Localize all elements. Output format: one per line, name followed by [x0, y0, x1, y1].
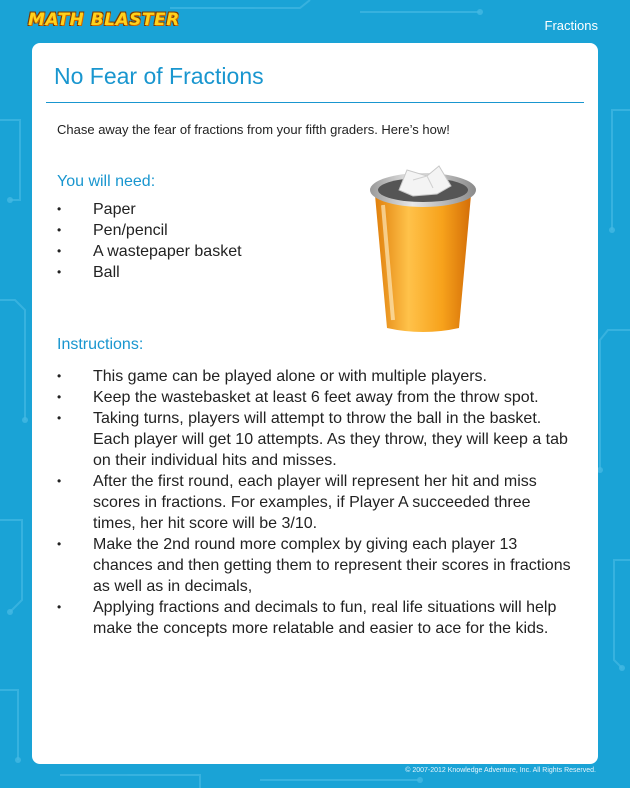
materials-heading: You will need:: [57, 173, 156, 190]
bullet-icon: •: [57, 265, 62, 279]
list-item: • Applying fractions and decimals to fun, real life situations will help make the concepts more relatable and easier to ace for the kids.: [57, 599, 557, 637]
bullet-icon: •: [57, 244, 62, 258]
worksheet-card: [32, 43, 598, 764]
page-title: No Fear of Fractions: [54, 63, 264, 89]
title-divider: [46, 102, 584, 103]
list-item: • Ball: [57, 264, 120, 281]
list-item: • Paper: [57, 201, 136, 218]
bullet-icon: •: [57, 223, 62, 237]
bullet-icon: •: [57, 390, 62, 404]
list-item: • Make the 2nd round more complex by giving each player 13 chances and then getting them to represent their scores in fractions as well as in decimals,: [57, 536, 571, 595]
wastebasket-icon: [367, 160, 479, 335]
bullet-icon: •: [57, 537, 62, 551]
list-item: • A wastepaper basket: [57, 243, 242, 260]
list-item: • Keep the wastebasket at least 6 feet away from the throw spot.: [57, 389, 539, 406]
copyright-notice: © 2007-2012 Knowledge Adventure, Inc. All Rights Reserved.: [405, 767, 596, 774]
bullet-icon: •: [57, 600, 62, 614]
math-blaster-logo[interactable]: MATH BLASTER: [28, 10, 180, 30]
bullet-icon: •: [57, 369, 62, 383]
instructions-heading: Instructions:: [57, 336, 144, 353]
bullet-icon: •: [57, 411, 62, 425]
instructions-list: [57, 366, 577, 639]
bullet-icon: •: [57, 474, 62, 488]
list-item: • Pen/pencil: [57, 222, 168, 239]
intro-text: Chase away the fear of fractions from your fifth graders. Here’s how!: [57, 122, 450, 137]
list-item: • Taking turns, players will attempt to throw the ball in the basket. Each player will get 10 attempts. As they throw, they will keep a tab on their individual hits and misses.: [57, 410, 568, 469]
bullet-icon: •: [57, 202, 62, 216]
materials-list: [57, 199, 317, 283]
list-item: • This game can be played alone or with multiple players.: [57, 368, 487, 385]
category-label: Fractions: [544, 18, 598, 33]
list-item: • After the first round, each player will represent her hit and miss scores in fractions. For examples, if Player A succeeded three times, her hit score will be 3/10.: [57, 473, 537, 532]
